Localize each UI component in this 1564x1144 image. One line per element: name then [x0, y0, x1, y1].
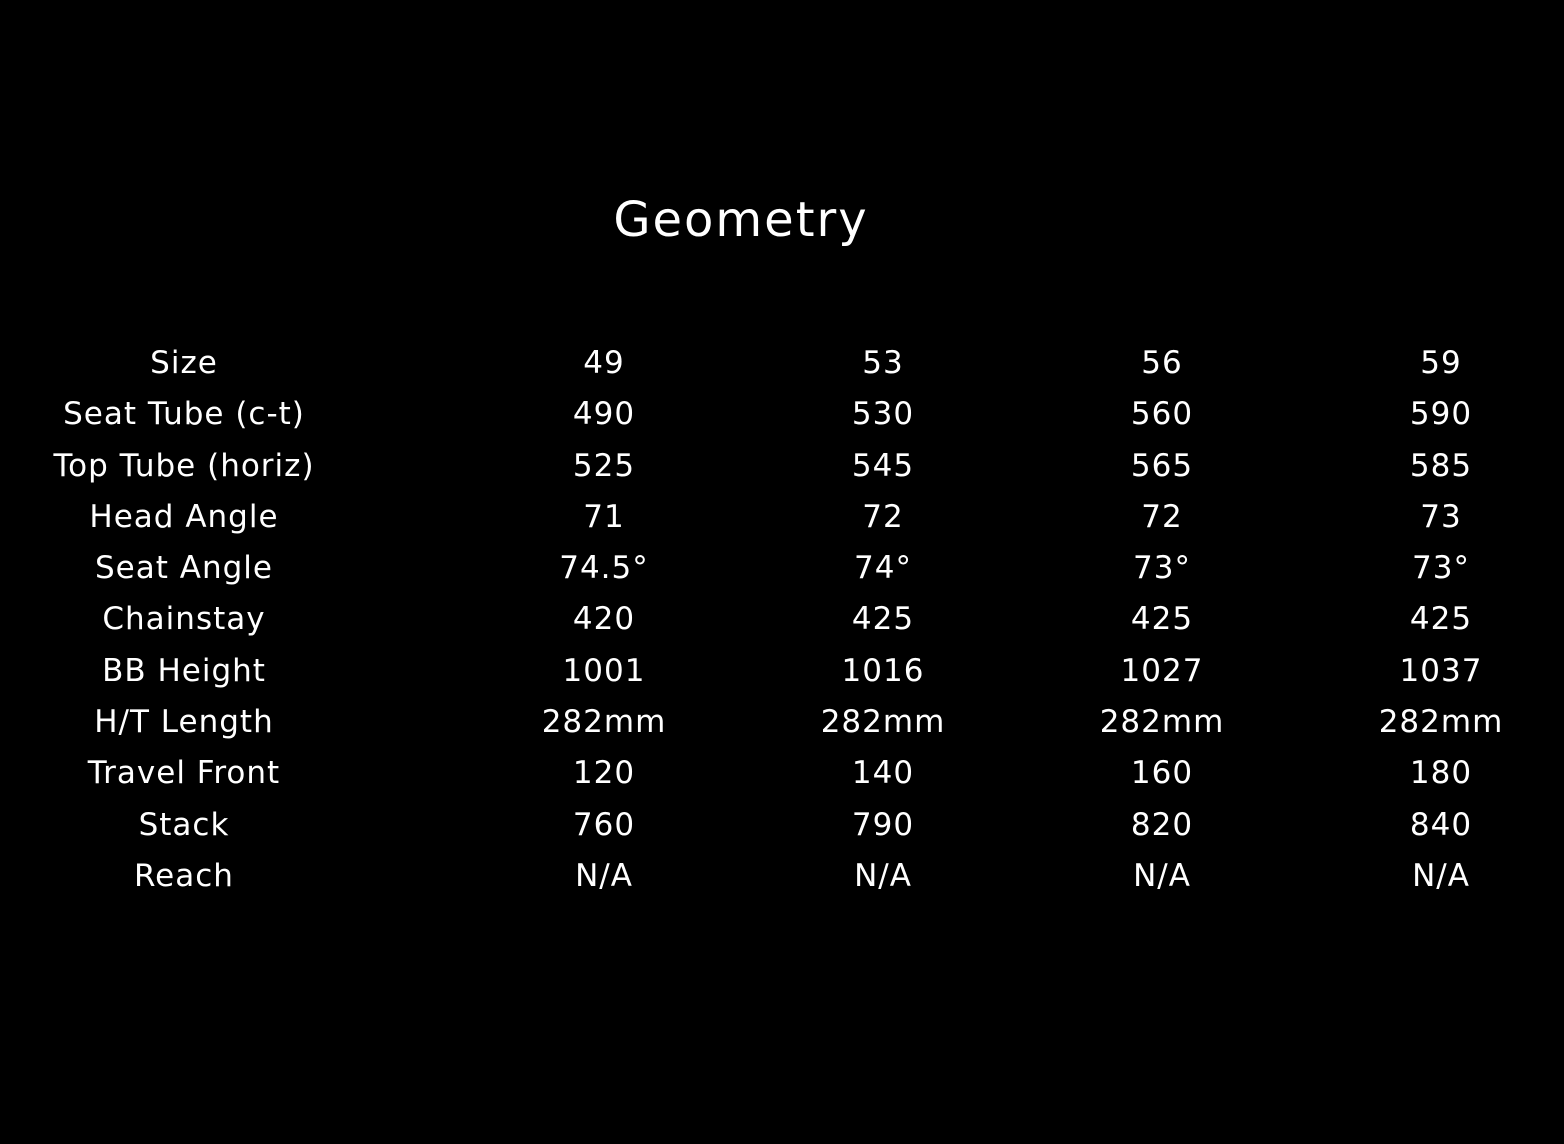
table-cell: 73 [1420, 498, 1462, 535]
table-row [0, 441, 1564, 492]
size-header-cell: 56 [1141, 345, 1183, 381]
row-label: Seat Angle [95, 550, 273, 587]
table-cell: 425 [1130, 601, 1194, 638]
table-row [0, 851, 1564, 902]
size-header-cell: 53 [862, 345, 904, 381]
table-cell: 530 [851, 396, 915, 433]
table-cell: 565 [1130, 447, 1194, 484]
table-row [0, 492, 1564, 543]
table-cell: 820 [1130, 806, 1194, 843]
table-row [0, 697, 1564, 748]
table-cell: 72 [1141, 498, 1183, 535]
table-cell: 525 [572, 447, 636, 484]
table-row [0, 800, 1564, 851]
row-label: Travel Front [87, 755, 281, 792]
table-cell: 282mm [1378, 704, 1504, 741]
table-cell: 282mm [541, 704, 667, 741]
table-cell: 420 [572, 601, 636, 638]
table-cell: 282mm [1099, 704, 1225, 741]
row-label: BB Height [102, 652, 266, 689]
table-cell: 72 [862, 498, 904, 535]
page-title: Geometry [613, 192, 869, 248]
table-cell: 71 [583, 498, 625, 535]
row-label: Reach [134, 857, 234, 894]
table-cell: N/A [1412, 857, 1470, 894]
table-cell: 425 [1409, 601, 1473, 638]
table-cell: 560 [1130, 396, 1194, 433]
table-cell: 120 [572, 755, 636, 792]
table-cell: 760 [572, 806, 636, 843]
table-cell: 1037 [1399, 652, 1483, 689]
table-cell: 73° [1412, 550, 1470, 587]
row-label: Chainstay [102, 601, 266, 638]
table-cell: 282mm [820, 704, 946, 741]
table-row [0, 594, 1564, 645]
table-cell: 585 [1409, 447, 1473, 484]
table-cell: 1027 [1120, 652, 1204, 689]
table-cell: 490 [572, 396, 636, 433]
table-cell: 160 [1130, 755, 1194, 792]
table-cell: 545 [851, 447, 915, 484]
row-label: H/T Length [94, 704, 274, 741]
table-header-row [0, 338, 1564, 389]
table-cell: 140 [851, 755, 915, 792]
table-cell: N/A [854, 857, 912, 894]
size-header-cell: 49 [583, 345, 625, 381]
table-cell: 73° [1133, 550, 1191, 587]
row-label: Head Angle [89, 498, 279, 535]
table-cell: N/A [575, 857, 633, 894]
table-cell: 74.5° [559, 550, 649, 587]
size-header-cell: 59 [1420, 345, 1462, 381]
table-cell: 840 [1409, 806, 1473, 843]
row-label: Size [150, 345, 218, 381]
geometry-table [0, 338, 1564, 902]
table-cell: N/A [1133, 857, 1191, 894]
row-label: Top Tube (horiz) [53, 447, 315, 484]
row-label: Seat Tube (c-t) [63, 396, 305, 433]
row-label: Stack [138, 806, 230, 843]
table-cell: 74° [854, 550, 912, 587]
table-cell: 1016 [841, 652, 925, 689]
table-row [0, 389, 1564, 440]
table-cell: 590 [1409, 396, 1473, 433]
table-cell: 1001 [562, 652, 646, 689]
table-row [0, 543, 1564, 594]
table-cell: 790 [851, 806, 915, 843]
table-row [0, 748, 1564, 799]
table-cell: 425 [851, 601, 915, 638]
table-row [0, 646, 1564, 697]
table-cell: 180 [1409, 755, 1473, 792]
